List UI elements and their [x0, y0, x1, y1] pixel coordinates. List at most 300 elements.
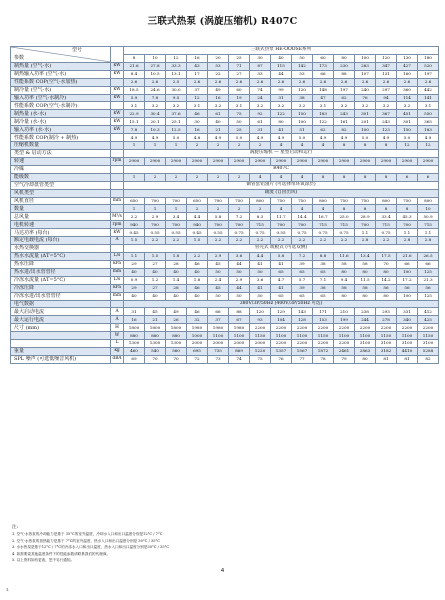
table-cell: 2.6: [229, 78, 250, 86]
table-cell: 44: [229, 284, 250, 292]
row-label: 输入功率 (空气-水制冷): [11, 94, 111, 102]
table-cell: 40: [166, 292, 187, 300]
table-cell: 2: [187, 205, 208, 213]
table-cell: 3.1: [313, 102, 334, 110]
table-cell: 88: [229, 308, 250, 316]
table-cell: 3100: [355, 340, 376, 348]
table-cell: 695: [187, 348, 208, 356]
table-cell: 8: [334, 205, 355, 213]
table-cell: 160: [397, 70, 418, 78]
table-cell: 45: [208, 284, 229, 292]
row-label: 能级数: [11, 173, 111, 181]
table-cell: 1567: [292, 348, 313, 356]
table-cell: 11.7: [271, 213, 292, 221]
table-row: [11, 126, 439, 134]
table-cell: 750: [271, 197, 292, 205]
table-cell: 8: [313, 173, 334, 181]
table-cell: 21.6: [397, 252, 418, 260]
row-span-value: 铜管套铝翅片 (可选择带环氧涂层): [124, 181, 439, 189]
model-header-cell: 8: [124, 54, 145, 62]
table-cell: 2200: [250, 324, 271, 332]
table-cell: 0.75: [313, 229, 334, 237]
table-cell: 41: [250, 284, 271, 292]
table-cell: 131: [376, 70, 397, 78]
table-cell: 10.5: [145, 70, 166, 78]
table-cell: 880: [124, 332, 145, 340]
table-cell: 5.0: [397, 134, 418, 142]
table-cell: 69: [124, 355, 145, 363]
table-cell: 715: [376, 221, 397, 229]
table-row: [11, 237, 439, 245]
table-cell: 750: [229, 197, 250, 205]
table-cell: 24: [250, 94, 271, 102]
table-cell: 44: [229, 260, 250, 268]
table-row: [11, 268, 439, 276]
row-label: 性能系数 COP(空气-水加热): [11, 78, 111, 86]
table-cell: 880: [145, 332, 166, 340]
row-label: 最大运行电流: [11, 316, 111, 324]
table-cell: 4.4: [250, 252, 271, 260]
table-cell: 2.2: [313, 237, 334, 245]
row-label: 制热输入功率 (空气-水): [11, 70, 111, 78]
table-cell: 0.75: [376, 229, 397, 237]
table-cell: 75: [229, 110, 250, 118]
row-label: 尺寸 (mm): [11, 324, 111, 332]
model-header-cell: 120: [376, 54, 397, 62]
row-span-value: 涡旋压缩机 — 星型启动和运行: [124, 149, 439, 157]
table-cell: 92: [250, 110, 271, 118]
row-label: [11, 340, 111, 348]
table-cell: 40: [208, 118, 229, 126]
notes-heading: 注:: [12, 525, 19, 530]
note-item: 1. 空气-水热泵的冷却能力是基于 35°C的室外温度，冷却水入口和出口温度分别是12°C / 7°C: [12, 532, 163, 537]
table-cell: 1: [166, 142, 187, 150]
table-cell: 7.1: [313, 276, 334, 284]
table-cell: 21.3: [418, 276, 439, 284]
table-cell: 15.1: [124, 118, 145, 126]
series-header-row: [11, 47, 439, 55]
table-cell: 18.5: [124, 86, 145, 94]
table-cell: 2200: [271, 324, 292, 332]
row-label: 转速: [11, 157, 111, 165]
table-cell: 650: [124, 197, 145, 205]
table-cell: 201: [355, 118, 376, 126]
table-cell: 2461: [334, 348, 355, 356]
row-label: 压缩机数量: [11, 142, 111, 150]
table-cell: 161: [334, 118, 355, 126]
table-cell: 1.5: [187, 237, 208, 245]
table-cell: 79: [334, 355, 355, 363]
table-cell: 21.6: [124, 62, 145, 70]
table-cell: 150: [397, 126, 418, 134]
table-row: [11, 348, 439, 356]
table-cell: 40: [166, 268, 187, 276]
table-cell: 22.9: [124, 110, 145, 118]
table-cell: 750: [355, 197, 376, 205]
table-cell: 32: [187, 316, 208, 324]
table-cell: 8.8: [313, 252, 334, 260]
table-row: [11, 62, 439, 70]
table-row: [11, 292, 439, 300]
table-cell: 58: [355, 284, 376, 292]
table-cell: 78: [313, 355, 334, 363]
table-cell: 8: [355, 142, 376, 150]
table-cell: 451: [397, 110, 418, 118]
header-corner-cell: [11, 47, 111, 63]
table-cell: 5.8: [208, 213, 229, 221]
row-unit: rpm: [111, 221, 124, 229]
table-cell: 244: [355, 316, 376, 324]
table-cell: 76: [271, 355, 292, 363]
row-span-value: 管壳式 或板式 (可选双侧): [124, 245, 439, 253]
table-cell: 17.5: [376, 252, 397, 260]
table-cell: 40: [145, 292, 166, 300]
table-cell: 40: [187, 268, 208, 276]
table-cell: 2900: [145, 157, 166, 165]
table-cell: 230: [334, 62, 355, 70]
table-cell: 2: [187, 142, 208, 150]
table-cell: 13.1: [166, 70, 187, 78]
table-cell: 800: [313, 197, 334, 205]
table-cell: 7.2: [229, 213, 250, 221]
table-cell: 2: [208, 205, 229, 213]
page-number: 4: [220, 568, 225, 574]
table-cell: 5.0: [292, 134, 313, 142]
table-cell: 243: [334, 110, 355, 118]
row-unit: [111, 189, 124, 197]
table-cell: 100: [292, 118, 313, 126]
table-cell: 750: [334, 197, 355, 205]
table-cell: 33.3: [166, 62, 187, 70]
row-unit: A: [111, 237, 124, 245]
table-cell: 66: [397, 260, 418, 268]
table-cell: 2200: [376, 324, 397, 332]
table-cell: 58: [334, 260, 355, 268]
table-cell: 0.55: [166, 229, 187, 237]
table-cell: 1: [145, 142, 166, 150]
table-cell: 715: [250, 221, 271, 229]
table-cell: 38: [313, 260, 334, 268]
table-cell: 10.3: [145, 126, 166, 134]
table-cell: 700: [292, 221, 313, 229]
table-cell: 4.9: [376, 134, 397, 142]
table-cell: 0.75: [250, 229, 271, 237]
table-cell: 50: [229, 118, 250, 126]
table-cell: 5288: [418, 348, 439, 356]
table-cell: 142: [292, 62, 313, 70]
table-cell: 0.55: [145, 229, 166, 237]
table-cell: 1872: [313, 348, 334, 356]
table-cell: 16.7: [313, 213, 334, 221]
table-cell: 2.2: [166, 237, 187, 245]
table-cell: 5.9: [124, 94, 145, 102]
table-cell: 297: [376, 86, 397, 94]
table-cell: 2: [208, 142, 229, 150]
table-cell: 2.6: [208, 78, 229, 86]
table-cell: 80: [355, 292, 376, 300]
table-cell: 442: [418, 86, 439, 94]
row-span-value: R407C: [124, 165, 439, 173]
table-cell: 1980: [229, 324, 250, 332]
row-label: 性能系数 COP(制冷 + 制热): [11, 134, 111, 142]
table-cell: 65: [292, 292, 313, 300]
table-cell: 120: [292, 86, 313, 94]
row-label: 风机直径: [11, 197, 111, 205]
table-cell: 66: [208, 308, 229, 316]
table-cell: 14.4: [292, 213, 313, 221]
table-cell: 104: [271, 316, 292, 324]
table-cell: 22: [208, 70, 229, 78]
table-cell: 2.6: [397, 78, 418, 86]
table-cell: 197: [334, 86, 355, 94]
table-cell: 8: [334, 142, 355, 150]
table-cell: 1.4: [166, 276, 187, 284]
table-cell: 715: [334, 221, 355, 229]
table-cell: 199: [334, 316, 355, 324]
table-cell: 2200: [334, 324, 355, 332]
table-cell: 2200: [292, 324, 313, 332]
table-cell: 2: [208, 173, 229, 181]
table-cell: 62: [334, 94, 355, 102]
table-cell: 2.6: [376, 78, 397, 86]
table-cell: 2900: [124, 157, 145, 165]
table-cell: 2.6: [145, 78, 166, 86]
table-cell: 2.4: [208, 276, 229, 284]
table-cell: 5.0: [229, 134, 250, 142]
table-cell: 16: [208, 94, 229, 102]
table-cell: 2.9: [145, 213, 166, 221]
table-cell: 2.6: [271, 78, 292, 86]
table-cell: 43: [187, 62, 208, 70]
table-cell: 100: [397, 268, 418, 276]
table-cell: 2200: [271, 340, 292, 348]
table-cell: 1: [124, 173, 145, 181]
table-cell: 3.1: [418, 102, 439, 110]
table-cell: 3.2: [271, 102, 292, 110]
table-row: [11, 284, 439, 292]
table-row: [11, 316, 439, 324]
table-cell: 125: [418, 268, 439, 276]
table-cell: 4.9: [145, 134, 166, 142]
table-cell: 1100: [355, 332, 376, 340]
table-cell: 11.5: [355, 276, 376, 284]
table-cell: 1150: [376, 332, 397, 340]
table-cell: 2200: [292, 340, 313, 348]
table-cell: 125: [418, 292, 439, 300]
table-cell: 2.6: [292, 78, 313, 86]
table-cell: 16: [124, 316, 145, 324]
table-cell: 1357: [271, 348, 292, 356]
table-row: [11, 86, 439, 94]
table-cell: 2.6: [418, 78, 439, 86]
table-cell: 700: [145, 221, 166, 229]
table-cell: 12: [397, 142, 418, 150]
diagonal-divider: [11, 47, 110, 62]
table-cell: 8: [376, 142, 397, 150]
row-unit: kW: [111, 118, 124, 126]
table-cell: 27.8: [145, 62, 166, 70]
table-cell: 3100: [418, 340, 439, 348]
row-unit: kW: [111, 86, 124, 94]
row-label: 空气冷却盘管类型: [11, 181, 111, 189]
table-cell: 183: [418, 126, 439, 134]
table-cell: 700: [208, 221, 229, 229]
table-cell: 40: [187, 292, 208, 300]
row-unit: kW: [111, 229, 124, 237]
table-cell: 173: [313, 62, 334, 70]
table-row: [11, 355, 439, 363]
table-cell: 1100: [208, 332, 229, 340]
table-cell: 12: [418, 142, 439, 150]
table-row: [11, 308, 439, 316]
table-cell: 56: [376, 284, 397, 292]
row-label: 马达功率 (每台): [11, 229, 111, 237]
row-span-value: 380V/3P/50Hz (400V/3P/50Hz 可选): [124, 300, 439, 308]
table-cell: 1150: [418, 332, 439, 340]
row-unit: W: [111, 332, 124, 340]
table-cell: 82: [334, 126, 355, 134]
table-cell: 2900: [166, 157, 187, 165]
table-cell: 25.1: [166, 118, 187, 126]
table-cell: 65: [313, 292, 334, 300]
table-cell: 2: [250, 205, 271, 213]
row-label: 制冷量 (水-水): [11, 118, 111, 126]
table-cell: 2900: [208, 157, 229, 165]
table-cell: 2200: [313, 340, 334, 348]
table-cell: 3.6: [229, 252, 250, 260]
table-cell: 1150: [313, 332, 334, 340]
table-cell: 30.4: [145, 110, 166, 118]
table-cell: 44: [271, 70, 292, 78]
table-cell: 107: [355, 70, 376, 78]
table-row: [11, 173, 439, 181]
table-cell: 21: [208, 126, 229, 134]
corner-model-label: 型号: [71, 47, 82, 53]
table-cell: 550: [418, 110, 439, 118]
table-row: [11, 181, 439, 189]
table-cell: 87: [250, 62, 271, 70]
table-cell: 122: [313, 118, 334, 126]
table-cell: 5.0: [166, 134, 187, 142]
spec-table: [10, 46, 439, 364]
table-cell: 2900: [250, 157, 271, 165]
table-cell: 40: [124, 292, 145, 300]
table-cell: 50: [229, 292, 250, 300]
table-row: [11, 340, 439, 348]
table-row: [11, 332, 439, 340]
table-row: [11, 110, 439, 118]
row-label: 冷媒: [11, 165, 111, 173]
table-cell: 29: [124, 260, 145, 268]
row-label: 热水进/出水管管径: [11, 268, 111, 276]
table-cell: 750: [397, 197, 418, 205]
table-cell: 2863: [355, 348, 376, 356]
table-cell: 39: [292, 284, 313, 292]
row-label: 电气数据: [11, 300, 111, 308]
table-cell: 8: [355, 205, 376, 213]
table-cell: 60: [229, 86, 250, 94]
table-cell: 8.4: [124, 70, 145, 78]
table-cell: 31: [271, 94, 292, 102]
table-cell: 367: [376, 110, 397, 118]
table-row: [11, 102, 439, 110]
table-row: [11, 213, 439, 221]
table-cell: 365: [418, 118, 439, 126]
table-cell: 0.75: [334, 229, 355, 237]
table-row: [11, 245, 439, 253]
table-cell: 6: [418, 173, 439, 181]
table-cell: 1.8: [187, 276, 208, 284]
table-cell: 81: [397, 355, 418, 363]
note-item: 5. 以上资料如有更改，恕不另行通知。: [12, 558, 75, 563]
row-label: 性能系数 COP(空气-水制冷): [11, 102, 111, 110]
row-unit: [111, 205, 124, 213]
row-label: 总风量: [11, 213, 111, 221]
table-cell: 1.1: [355, 229, 376, 237]
row-label: 电机转速: [11, 221, 111, 229]
table-cell: 53: [208, 62, 229, 70]
table-cell: 27: [145, 284, 166, 292]
series-label: 三联式热泵 HE-OOOSE系列: [124, 47, 439, 55]
table-cell: 94: [376, 94, 397, 102]
table-cell: 2000: [208, 340, 229, 348]
table-cell: 540: [145, 348, 166, 356]
table-cell: 1.2: [145, 276, 166, 284]
row-unit: kW: [111, 62, 124, 70]
table-cell: 38: [313, 284, 334, 292]
table-cell: 412: [418, 308, 439, 316]
table-cell: 2000: [187, 340, 208, 348]
table-cell: 31: [250, 126, 271, 134]
row-label: 冷冻水进/出水管管径: [11, 292, 111, 300]
table-cell: 1100: [271, 332, 292, 340]
table-cell: 150: [292, 110, 313, 118]
table-cell: 65: [271, 292, 292, 300]
table-row: [11, 197, 439, 205]
row-label: [11, 332, 111, 340]
table-cell: 25.0: [334, 213, 355, 221]
table-cell: 73: [208, 355, 229, 363]
table-row: [11, 300, 439, 308]
table-cell: 240: [355, 86, 376, 94]
table-cell: 67: [229, 316, 250, 324]
table-cell: 93: [250, 316, 271, 324]
table-cell: 129: [271, 308, 292, 316]
table-cell: 72: [187, 355, 208, 363]
table-cell: 7.2: [292, 252, 313, 260]
table-cell: 80: [334, 268, 355, 276]
table-cell: 128: [292, 316, 313, 324]
table-row: [11, 142, 439, 150]
table-cell: 46: [187, 260, 208, 268]
table-cell: 8.3: [250, 213, 271, 221]
row-unit: [111, 300, 124, 308]
table-cell: 4: [292, 173, 313, 181]
model-header-cell: 60: [313, 54, 334, 62]
table-cell: 3.2: [376, 102, 397, 110]
row-unit: [111, 102, 124, 110]
table-cell: 2: [229, 173, 250, 181]
table-cell: 1.1: [418, 229, 439, 237]
table-cell: 520: [418, 62, 439, 70]
row-label: 数量: [11, 205, 111, 213]
table-cell: 293: [376, 308, 397, 316]
table-cell: 75: [250, 355, 271, 363]
row-unit: [111, 181, 124, 189]
table-cell: 1: [124, 205, 145, 213]
table-cell: 2.2: [229, 237, 250, 245]
table-cell: 3.2: [250, 102, 271, 110]
